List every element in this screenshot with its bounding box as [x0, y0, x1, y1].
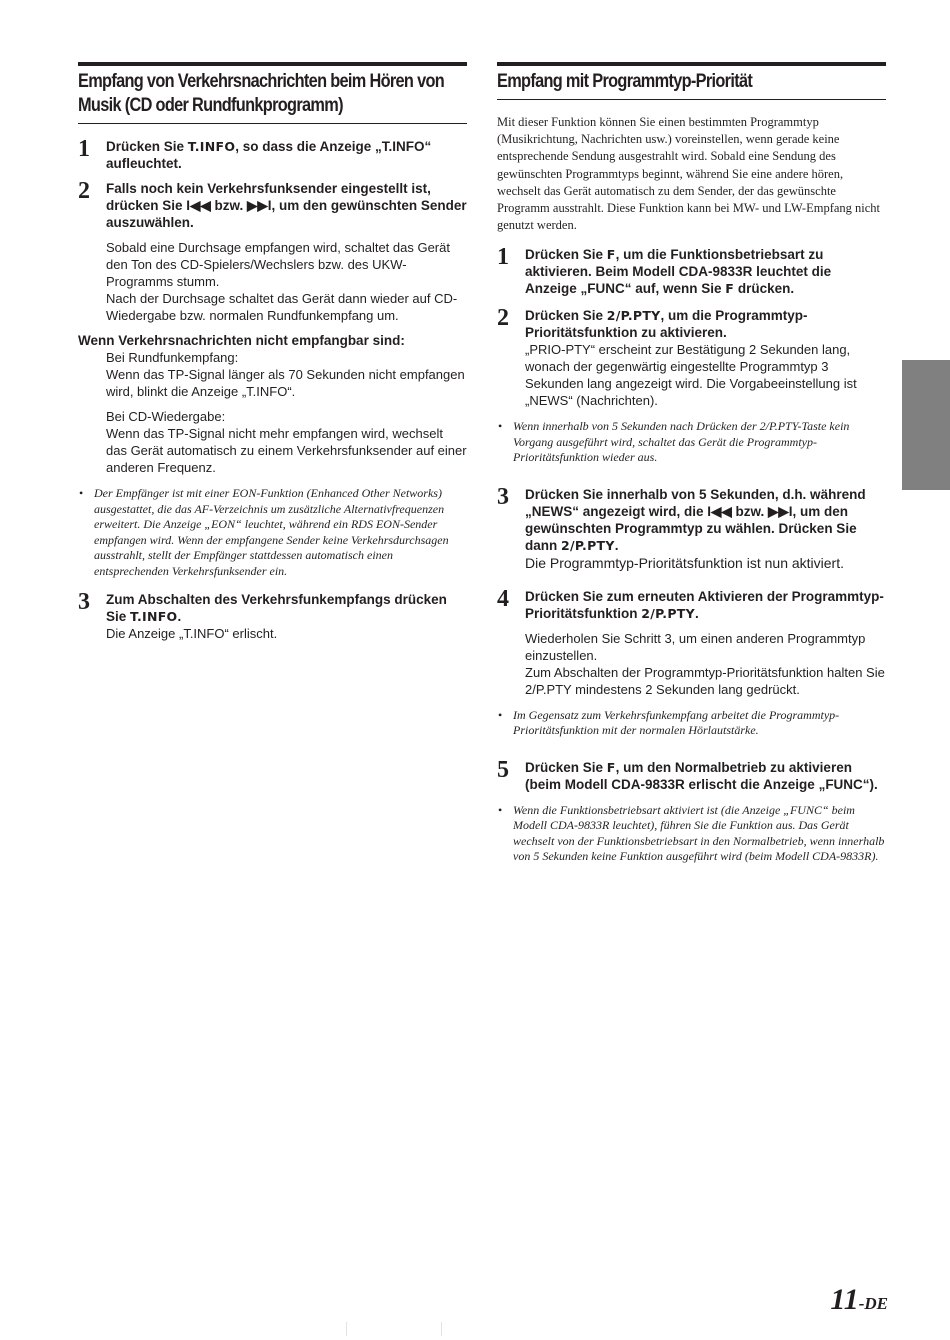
step-2 [497, 307, 886, 409]
cd-label: Bei CD-Wiedergabe: [106, 409, 226, 424]
right-column [497, 62, 886, 865]
step-number: 4 [497, 585, 509, 612]
bullet: • [498, 802, 503, 817]
step-title: Drücken Sie innerhalb von 5 Sekunden, d.h. während „NEWS“ angezeigt wird, die I◀◀ bzw. ▶▶I, um den gewünschten Programmtyp zu wählen. Drücken Sie dann 2/P.PTY. [525, 486, 866, 553]
note-volume [497, 708, 886, 739]
key-pty: 2/P.PTY [641, 605, 695, 621]
radio-label: Bei Rundfunkempfang: [106, 350, 239, 365]
step-number: 1 [78, 136, 90, 162]
step-text: Die Programmtyp-Prioritätsfunktion ist nun aktiviert. [525, 554, 844, 571]
step-number: 1 [497, 244, 509, 271]
step-title: Drücken Sie T.INFO, so dass die Anzeige „T.INFO“ aufleuchtet. [106, 139, 432, 171]
note-func [497, 803, 886, 865]
step-text: Sobald eine Durchsage empfangen wird, schaltet das Gerät den Ton des CD-Spielers/Wechslers bzw. des UKW-Programms stumm. [106, 240, 450, 289]
step-1 [497, 246, 886, 297]
intro-text: Mit dieser Funktion können Sie einen bestimmten Programmtyp (Musikrichtung, Nachrichten usw.) voreinstellen, wenn gerade keine entsprechende Sendung ausgestrahlt wird. Sobald eine Sendung des gewünschten Programmtyps beginnt, während Sie eine andere hören, wechselt das Gerät automatisch zu dem Sender, der das gewünschte Programm ausstrahlt. Diese Funktion kann bei MW- und LW-Empfang nicht genutzt werden. [497, 115, 881, 233]
step-title: Drücken Sie 2/P.PTY, um die Programmtyp-Prioritätsfunktion zu aktivieren. [525, 308, 808, 341]
cd-text: Wenn das TP-Signal nicht mehr empfangen wird, wechselt das Gerät automatisch zu einem Verkehrsfunksender auf einer anderen Frequenz. [106, 426, 467, 475]
step-title: Drücken Sie F, um den Normalbetrieb zu aktivieren (beim Modell CDA-9833R erlischt die Anzeige „FUNC“). [525, 759, 878, 792]
step-text: Nach der Durchsage schaltet das Gerät dann wieder auf CD-Wiedergabe bzw. normalen Rundfunkempfang um. [106, 291, 458, 323]
scan-mark [441, 1322, 442, 1336]
key-tinfo: T.INFO [130, 609, 178, 624]
step-title: Falls noch kein Verkehrsfunksender eingestellt ist, drücken Sie I◀◀ bzw. ▶▶I, um den gewünschten Sender auszuwählen. [106, 181, 467, 230]
section-heading-pty [497, 62, 886, 100]
key-pty: 2/P.PTY [606, 308, 661, 324]
step-1 [78, 138, 467, 172]
step-text: Zum Abschalten der Programmtyp-Prioritätsfunktion halten Sie 2/P.PTY mindestens 2 Sekunden lang gedrückt. [525, 664, 885, 697]
left-column [78, 62, 467, 642]
step-4 [497, 585, 886, 698]
bullet: • [498, 419, 503, 434]
section-heading-traffic [78, 62, 467, 124]
step-2 [78, 180, 467, 324]
note-text: Wenn innerhalb von 5 Sekunden nach Drücken der 2/P.PTY-Taste kein Vorgang ausgeführt wird, schaltet das Gerät die Programmtyp-Prioritätsfunktion wieder aus. [513, 419, 850, 465]
key-f: F [606, 247, 616, 263]
note-text: Der Empfänger ist mit einer EON-Funktion (Enhanced Other Networks) ausgestattet, die das AF-Verzeichnis um zusätzliche Alternativfrequenzen erweitert. Die Anzeige „EON“ leuchtet, während ein RDS EON-Sender empfangen wird. Wenn der empfangene Sender keine Verkehrsdurchsagen ausstrahlt, stellt der Empfänger stattdessen automatisch einen entsprechenden Verkehrsfunksender ein. [94, 486, 449, 578]
step-5 [497, 756, 886, 793]
radio-text: Wenn das TP-Signal länger als 70 Sekunden nicht empfangen wird, blinkt die Anzeige „T.INFO“. [106, 367, 465, 399]
bullet: • [498, 707, 503, 722]
step-text: Wiederholen Sie Schritt 3, um einen anderen Programmtyp einzustellen. [525, 630, 866, 663]
heading-text: Empfang von Verkehrsnachrichten beim Hören von Musik (CD oder Rundfunkprogramm) [78, 71, 445, 116]
key-f: F [725, 281, 735, 297]
key-pty: 2/P.PTY [561, 537, 615, 553]
note-eon [78, 486, 467, 579]
page-number: 11-DE [830, 1283, 888, 1316]
key-tinfo: T.INFO [187, 139, 236, 154]
step-number: 3 [497, 483, 509, 510]
scan-mark [346, 1322, 347, 1336]
bullet: • [79, 486, 84, 500]
step-text: „PRIO-PTY“ erscheint zur Bestätigung 2 Sekunden lang, wonach der gegenwärtig eingestellte Programmtyp 3 Sekunden lang angezeigt wird. Die Vorgabeeinstellung ist „NEWS“ (Nachrichten). [525, 342, 857, 409]
step-number: 2 [78, 178, 90, 204]
step-number: 5 [497, 756, 509, 783]
note-text: Wenn die Funktionsbetriebsart aktiviert ist (die Anzeige „FUNC“ beim Modell CDA-9833R leuchtet), führen Sie die Funktion aus. Das Gerät wechselt von der Funktionsbetriebsart in den Normalbetrieb, wenn innerhalb von 5 Sekunden keine Funktion ausgeführt wird (beim Modell CDA-9833R). [513, 802, 885, 864]
note-timeout [497, 419, 886, 466]
step-text: Die Anzeige „T.INFO“ erlischt. [106, 626, 278, 641]
step-number: 3 [78, 589, 90, 615]
sub-heading: Wenn Verkehrsnachrichten nicht empfangbar sind: [78, 333, 405, 348]
key-f: F [606, 759, 616, 775]
step-title: Drücken Sie zum erneuten Aktivieren der Programmtyp-Prioritätsfunktion 2/P.PTY. [525, 588, 884, 621]
step-3 [78, 591, 467, 642]
step-3 [497, 483, 886, 572]
step-title: Zum Abschalten des Verkehrsfunkempfangs drücken Sie T.INFO. [106, 592, 447, 624]
step-number: 2 [497, 305, 509, 332]
heading-text: Empfang mit Programmtyp-Priorität [497, 71, 753, 92]
side-tab-marker [902, 360, 950, 490]
step-title: Drücken Sie F, um die Funktionsbetriebsart zu aktivieren. Beim Modell CDA-9833R leuchtet die Anzeige „FUNC“ auf, wenn Sie F drücken. [525, 247, 832, 297]
note-text: Im Gegensatz zum Verkehrsfunkempfang arbeitet die Programmtyp-Prioritätsfunktion mit der normalen Hörlautstärke. [513, 707, 840, 738]
